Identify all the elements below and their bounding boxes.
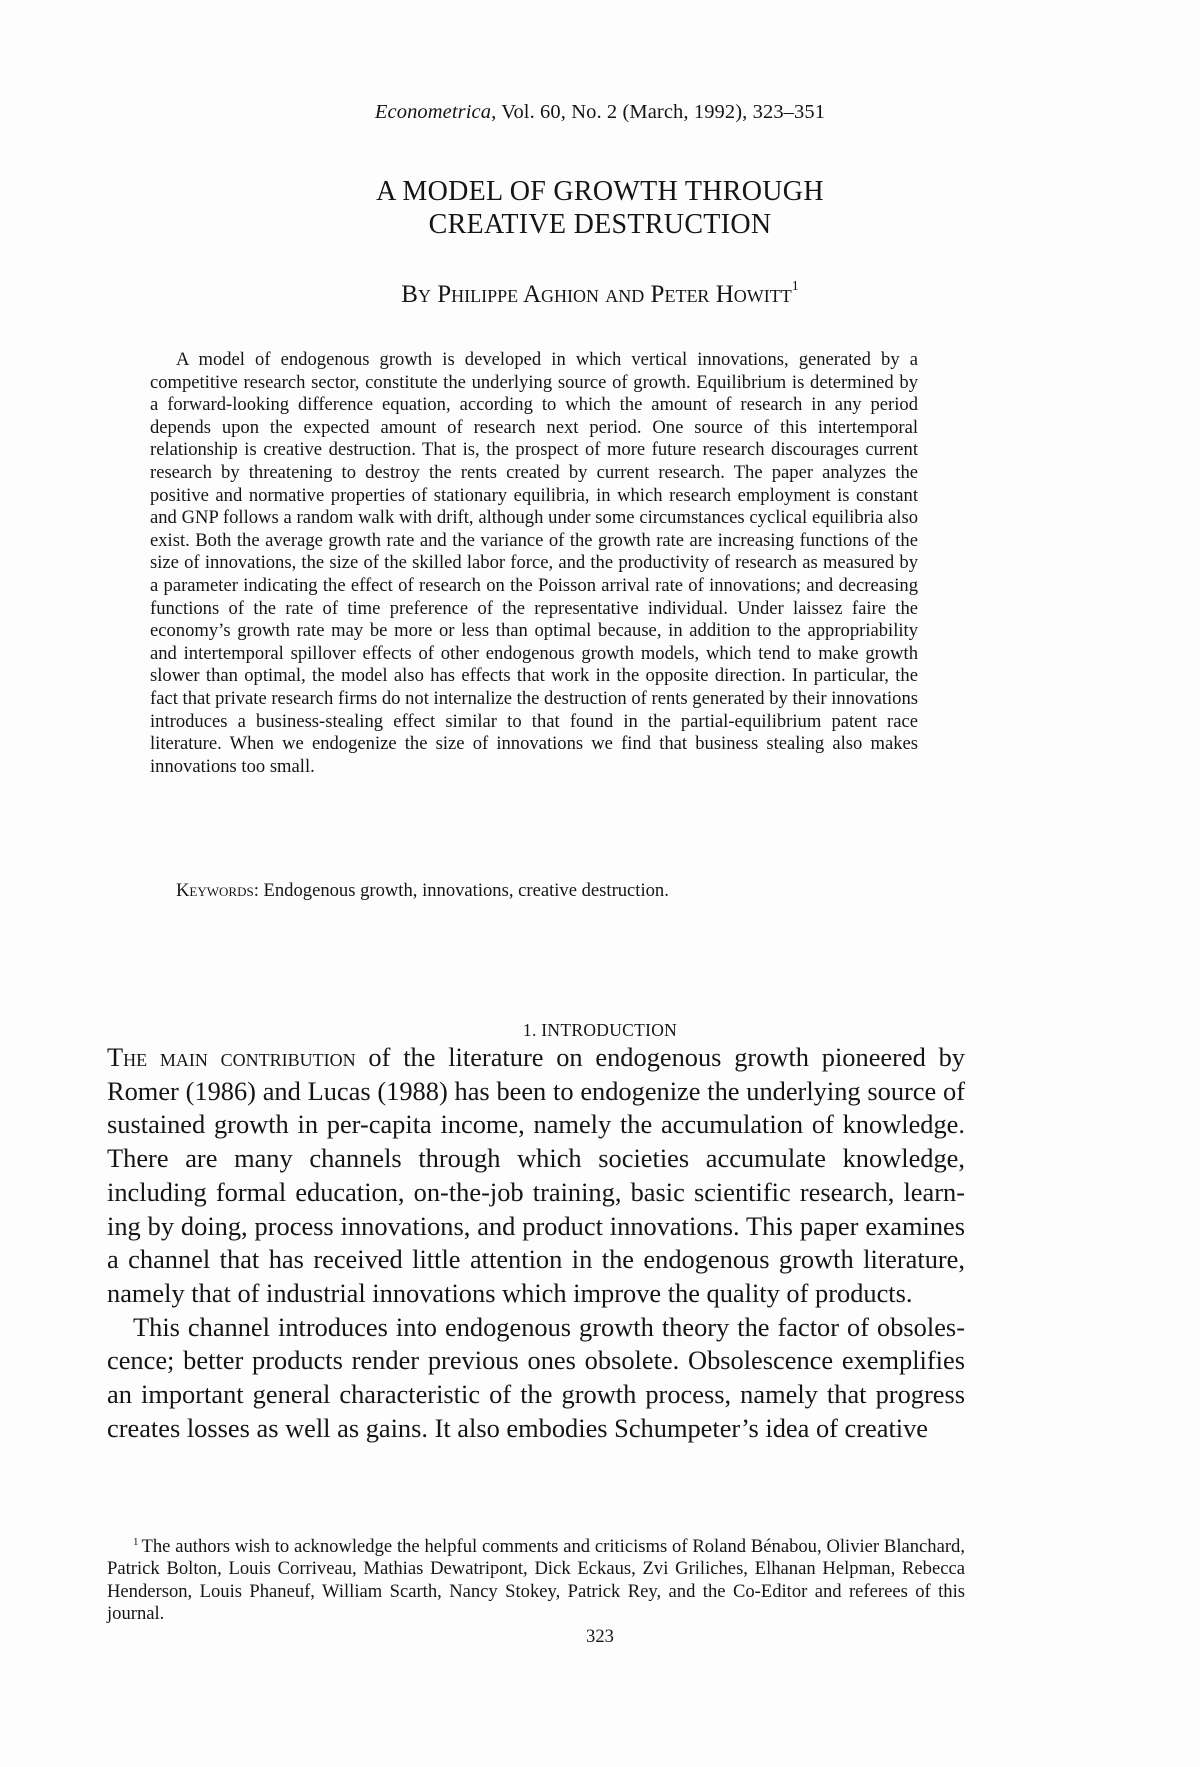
author-byline (0, 279, 1200, 309)
footnote-marker[interactable]: 1 (791, 279, 799, 294)
intro-paragraph-1 (107, 1041, 965, 1311)
citation-details: , Vol. 60, No. 2 (March, 1992), 323–351 (491, 101, 826, 123)
title-line-2: CREATIVE DESTRUCTION (428, 209, 772, 240)
intro-paragraph-2: This channel introduces into endogenous growth theory the factor of obsolescence; better products render previous ones obsolete. Obsolescence exemplifies an important general characteristic of the growth process, namely that progress creates losses as well as gains. It also embodies Schumpeter’s idea of creative (107, 1311, 965, 1443)
author-1: Philippe Aghion (437, 281, 600, 308)
byline-prefix: By (401, 281, 431, 308)
paper-title (0, 175, 1200, 241)
journal-name: Econometrica (374, 101, 492, 123)
introduction-body (107, 1041, 965, 1445)
title-line-1: A MODEL OF GROWTH THROUGH (376, 176, 824, 207)
intro-lead-small-caps: The main contribution (107, 1042, 356, 1072)
page-number: 323 (586, 1626, 614, 1647)
abstract-text: A model of endogenous growth is developed in which vertical innovations, generated by a competitive research sector, constitute the underlying source of growth. Equilibrium is determined by a forward-looking difference equation, according to which the amount of research in any period depends upon the expected amount of research next period. One source of this intertemporal relationship is creative destruction. That is, the prospect of more future research discourages current research by threatening to destroy the rents created by current research. The paper analyzes the positive and normative properties of stationary equilibria, in which research employment is constant and GNP follows a random walk with drift, although under some circumstances cyclical equilibria also exist. Both the average growth rate and the variance of the growth rate are increasing functions of the size of innovations, the size of the skilled labor force, and the productivity of research as measured by a parameter indicating the effect of research on the Poisson arrival rate of innovations; and decreasing functions of the rate of time preference of the representative individual. Under laissez faire the economy’s growth rate may be more or less than optimal because, in addition to the appropriability and intertemporal spillover effects of other endogenous growth models, which tend to make growth slower than optimal, the model also has effects that work in the opposite direction. In particular, the fact that private research firms do not internalize the destruction of rents generated by their innovations introduces a business-stealing effect similar to that found in the partial-equilibrium patent race literature. When we endogenize the size of innovations we find that business stealing also makes innovations too small. (150, 349, 918, 777)
keywords-label: Keywords: (176, 880, 259, 901)
footnote-text: The authors wish to acknowledge the helpful comments and criticisms of Roland Bénabou, Olivier Blanchard, Patrick Bolton, Louis Corriveau, Mathias Dewatripont, Dick Eckaus, Zvi Griliches, Elhanan Helpman, Rebecca Henderson, Louis Phaneuf, William Scarth, Nancy Stokey, Patrick Rey, and the Co-Editor and referees of this journal. (107, 1536, 965, 1624)
footnote (107, 1531, 965, 1625)
author-2: Peter Howitt (650, 281, 792, 308)
footnote-paragraph (107, 1531, 965, 1625)
byline-conjunction: and (605, 281, 645, 308)
keywords-text: Endogenous growth, innovations, creative destruction. (258, 880, 669, 901)
keywords (176, 880, 669, 902)
abstract (150, 349, 918, 778)
journal-citation (0, 101, 1200, 124)
footnote-number: 1 (133, 1536, 139, 1548)
intro-paragraph-1-text: of the literature on endogenous growth pioneered by Romer (1986) and Lucas (1988) has been to endogenize the underlying source of sustained growth in per-capita income, namely the accumulation of knowledge. There are many channels through which societies accumulate knowledge, including formal education, on-the-job training, basic scientific research, learning by doing, process innovations, and product innovations. This paper examines a channel that has received little attention in the endogenous growth literature, namely that of industrial innovations which improve the quality of products. (107, 1042, 965, 1308)
section-heading: 1. INTRODUCTION (522, 1020, 678, 1040)
